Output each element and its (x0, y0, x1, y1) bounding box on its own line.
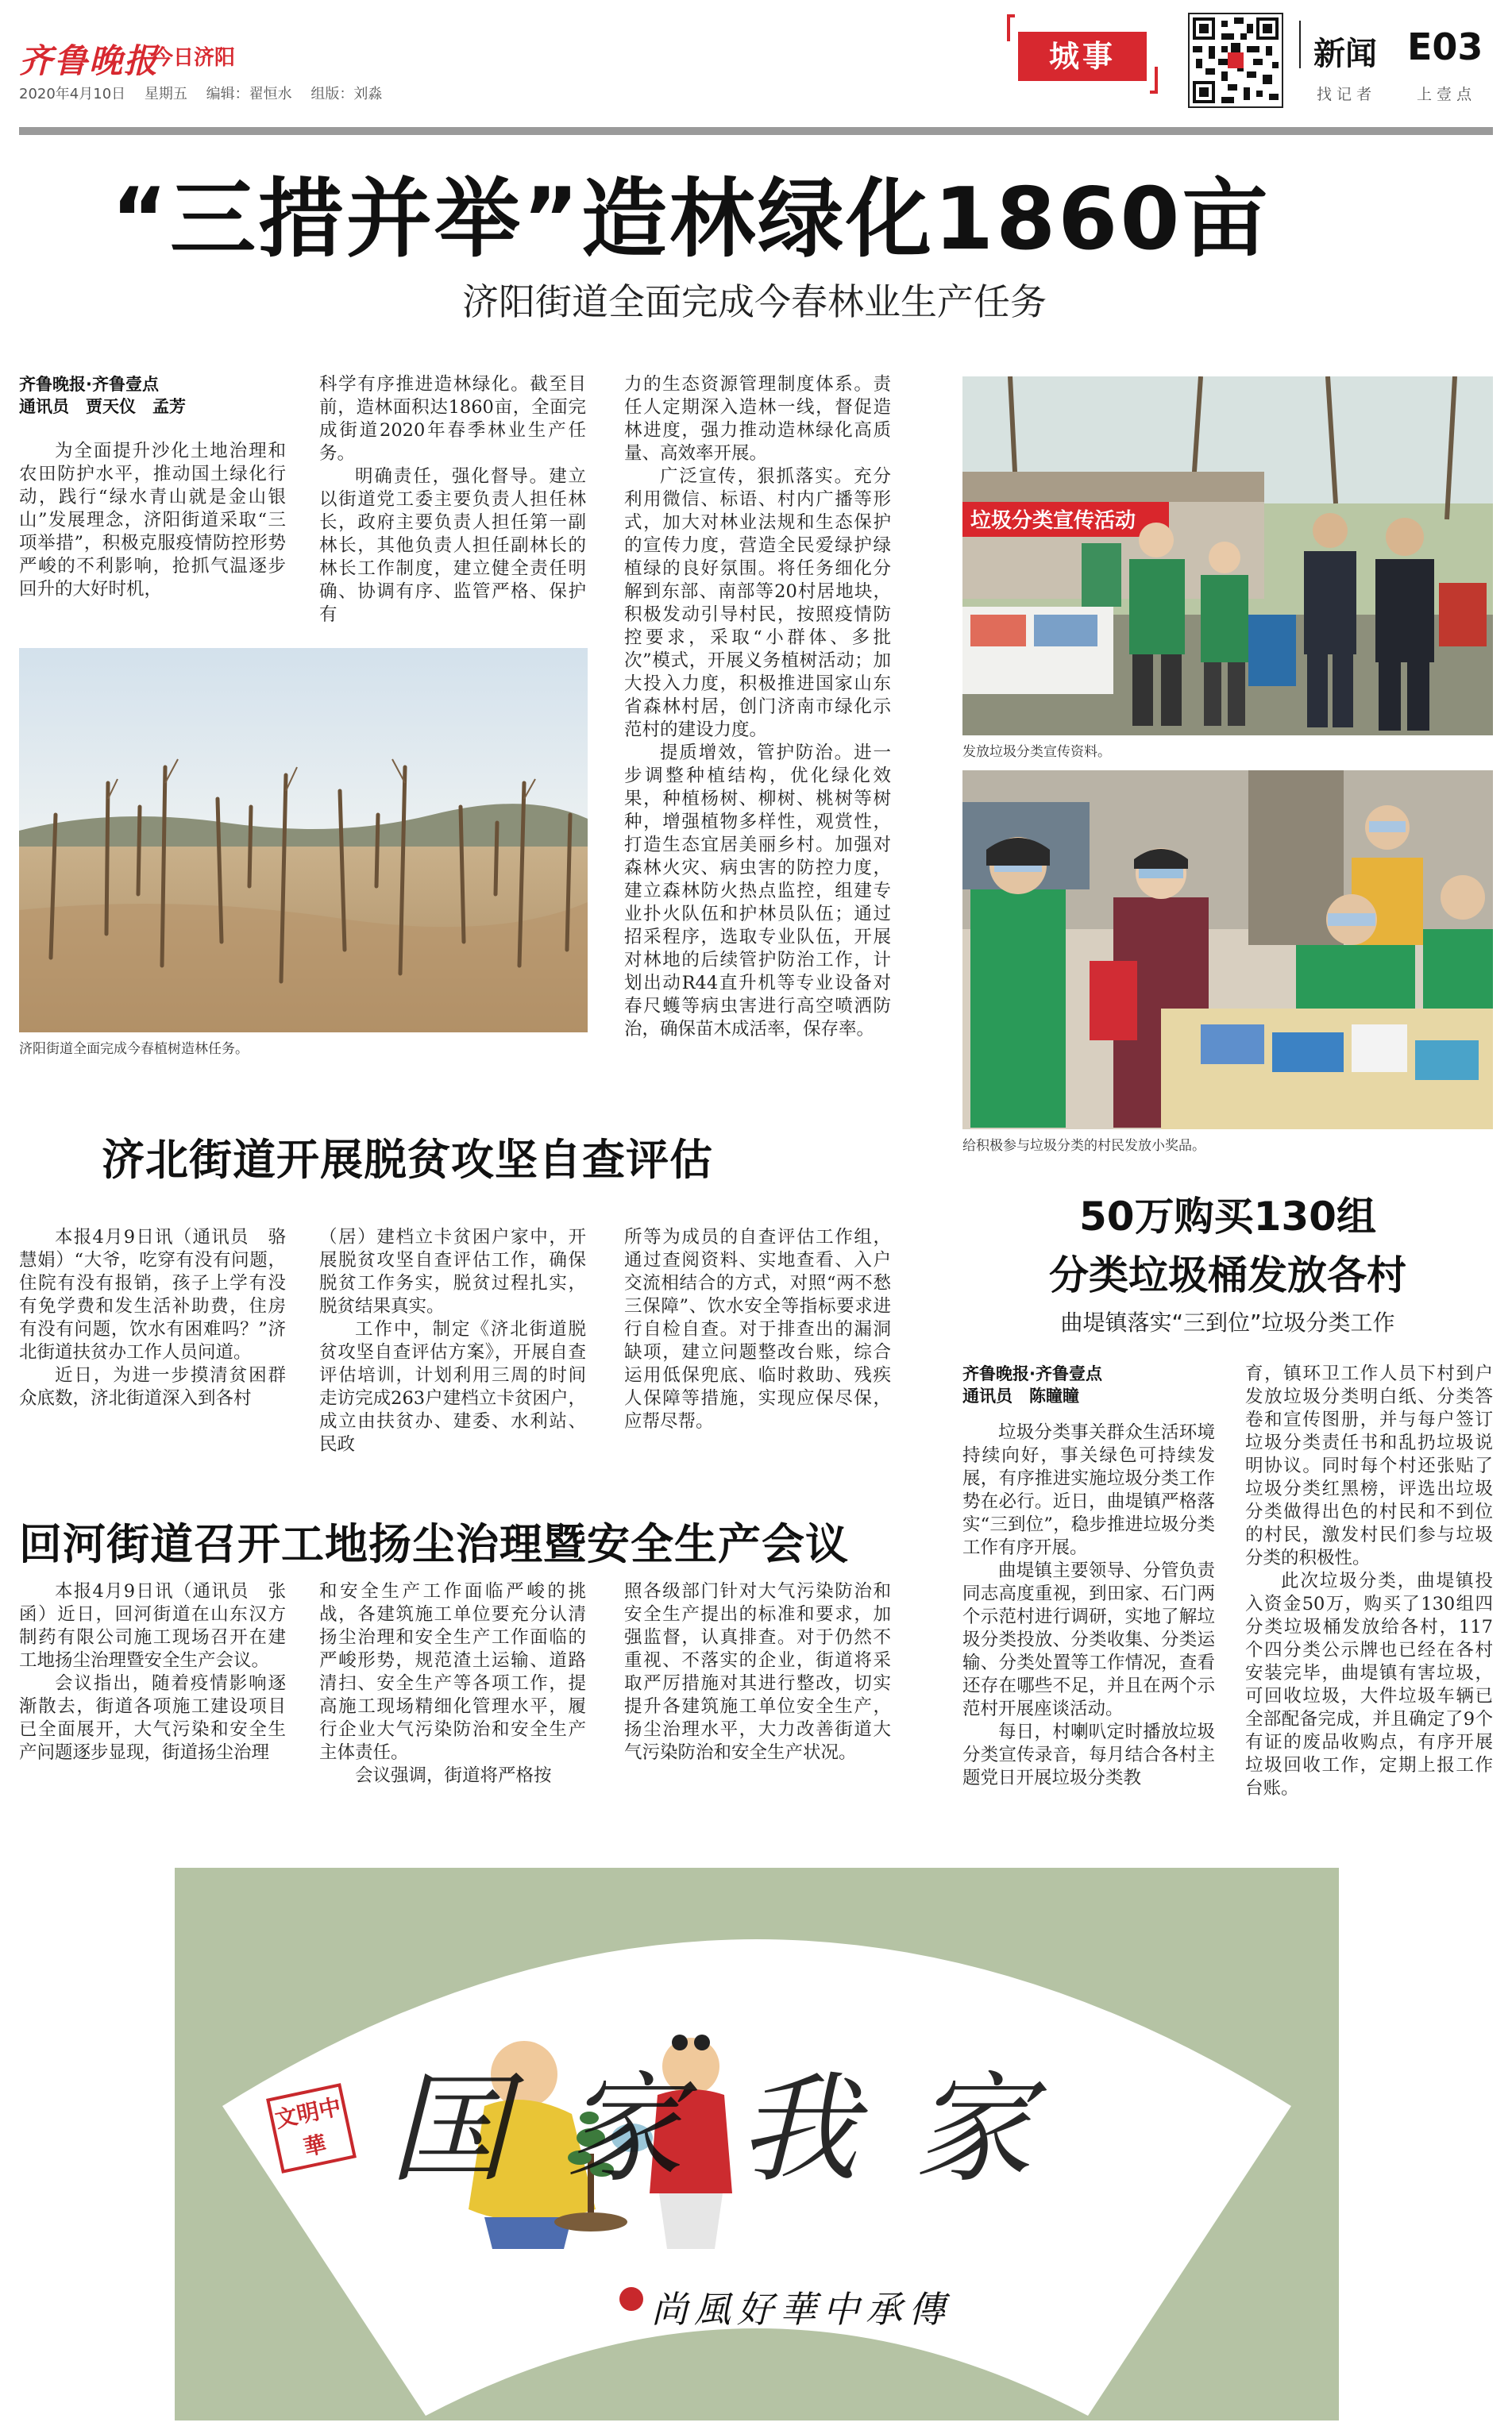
story2-paragraph: 所等为成员的自查评估工作组，通过查阅资料、实地查看、入户交流相结合的方式，对照“两不愁三保障”、饮水安全等指标要求进行自检自查。对于排查出的漏洞缺项，建立问题整改台账，综合运用低保兜底、临时救助、残疾人保障等措施，实现应保尽保，应帮尽帮。 (624, 1227, 891, 1432)
story4-paragraph: 和安全生产工作面临严峻的挑战，各建筑施工单位要充分认清扬尘治理和安全生产工作面临的严峻形势，规范渣土运输、道路清扫、安全生产等各项工作，提高施工现场精细化管理水平，履行企业大气污染防治和安全生产主体责任。 (319, 1581, 586, 1763)
publicity-photo-caption: 发放垃圾分类宣传资料。 (962, 744, 1111, 760)
seal-text: 文明中華 (272, 2093, 344, 2162)
story3-paragraph: 育，镇环卫工作人员下村到户发放垃圾分类明白纸、分类答卷和宣传图册，并与每户签订垃圾分类责任书和乱扔垃圾说明协议。同时每个村还张贴了垃圾分类红黑榜，评选出垃圾分类做得出色的村民和不到位的村民，激发村民们参与垃圾分类的积极性。 (1245, 1364, 1493, 1568)
page-number: E03 (1407, 25, 1483, 68)
story2-column-3 (624, 1226, 891, 1433)
publicity-banner-text: 垃圾分类宣传活动 (970, 509, 1136, 533)
story3-paragraph: 每日，村喇叭定时播放垃圾分类宣传录音，每月结合各村主题党日开展垃圾分类教 (962, 1722, 1215, 1788)
prize-distribution-photo (962, 770, 1493, 1129)
lead-paragraph: 提质增效，管护防治。进一步调整种植结构，优化绿化效果，种植杨树、柳树、桃树等树种，增强植物多样性，观赏性，打造生态宜居美丽乡村。加强对森林火灾、病虫害的防控力度，建立森林防火热点监控，组建专业扑火队伍和护林员队伍；通过招采程序，选取专业队伍，开展对林地的后续管护防治工作，计划出动R44直升机等专业设备对春尺蠖等病虫害进行高空喷洒防治，确保苗木成活率，保存率。 (624, 743, 891, 1040)
story4-paragraph: 本报4月9日讯（通讯员 张函）近日，回河街道在山东汉方制药有限公司施工现场召开在建工地扬尘治理暨安全生产会议。 (19, 1581, 286, 1671)
lead-column-2 (319, 373, 586, 627)
story3-column-1 (962, 1363, 1215, 1790)
qr-code-icon (1188, 13, 1283, 108)
story4-column-1 (19, 1580, 286, 1765)
lead-byline-org: 齐鲁晚报·齐鲁壹点 (19, 375, 159, 394)
section-tab (1007, 14, 1158, 94)
story2-column-2 (319, 1226, 586, 1456)
story4-column-3 (624, 1580, 891, 1765)
story4-paragraph: 照各级部门针对大气污染防治和安全生产提出的标准和要求，加强监督，认真排查。对于仍然不重视、不落实的企业，街道将采取严厉措施对其进行整改，切实提升各建筑施工单位安全生产，扬尘治理水平，大力改善街道大气污染防治和安全生产状况。 (624, 1581, 891, 1763)
editor-credit: 编辑：翟恒水 (206, 86, 292, 102)
paper-logo: 齐鲁晚报 (19, 41, 160, 80)
lead-byline-reporters: 通讯员 贾天仪 孟芳 (19, 397, 186, 416)
tree-photo-caption: 济阳街道全面完成今春植树造林任务。 (19, 1041, 249, 1057)
story3-paragraph: 曲堤镇主要领导、分管负责同志高度重视，到田家、石门两个示范村进行调研，实地了解垃圾分类投放、分类收集、分类运输、分类处置等工作情况，查看还存在哪些不足，并且在两个示范村开展座谈活动。 (962, 1560, 1215, 1719)
story4-column-2 (319, 1580, 586, 1788)
story3-paragraph: 此次垃圾分类，曲堤镇投入资金50万，购买了130组四分类垃圾桶发放给各村，117个四分类公示牌也已经在各村安装完毕，曲堤镇有害垃圾，可回收垃圾，大件垃圾车辆已全部配备完成，并且确定了9个有证的废品收购点，有序开展垃圾回收工作，定期上报工作台账。 (1245, 1571, 1493, 1799)
date-line (19, 83, 382, 103)
calligraphy-text: 国家我家 (389, 2061, 1089, 2199)
lead-column-1 (19, 373, 286, 601)
lead-paragraph: 力的生态资源管理制度体系。责任人定期深入造林一线，督促造林进度，强力推动造林绿化高质量、高效率开展。 (624, 374, 891, 464)
story2-column-1 (19, 1226, 286, 1410)
lead-paragraph: 明确责任，强化督导。建立以街道党工委主要负责人担任林长，政府主要负责人担任第一副林长，其他负责人担任副林长的林长工作制度，建立健全责任明确、协调有序、监管严格、保护有 (319, 466, 586, 625)
story4-paragraph: 会议指出，随着疫情影响逐渐散去，街道各项施工建设项目已全面展开，大气污染和安全生产问题逐步显现，街道扬尘治理 (19, 1673, 286, 1763)
slogan-left: 找 记 者 (1317, 86, 1372, 103)
story3-paragraph: 垃圾分类事关群众生活环境持续向好，事关绿色可持续发展，有序推进实施垃圾分类工作势在必行。近日，曲堤镇严格落实“三到位”，稳步推进垃圾分类工作有序开展。 (962, 1422, 1215, 1558)
story3-column-2 (1245, 1363, 1493, 1800)
edition-name: 今日济阳 (152, 46, 236, 70)
issue-date: 2020年4月10日 (19, 86, 126, 102)
story3-byline-reporter: 通讯员 陈瞳瞳 (962, 1387, 1079, 1406)
story3-subheadline: 曲堤镇落实“三到位”垃圾分类工作 (1060, 1310, 1395, 1336)
story2-paragraph: 近日，为进一步摸清贫困群众底数，济北街道深入到各村 (19, 1365, 286, 1409)
section-name: 新闻 (1313, 36, 1377, 72)
story3-headline-line2: 分类垃圾桶发放各村 (1049, 1252, 1406, 1298)
lead-subheadline: 济阳街道全面完成今春林业生产任务 (462, 280, 1047, 323)
red-dot-icon (619, 2287, 643, 2311)
prize-photo-caption: 给积极参与垃圾分类的村民发放小奖品。 (962, 1138, 1205, 1154)
story2-paragraph: 本报4月9日讯（通讯员 骆慧娟）“大爷，吃穿有没有问题，住院有没有报销，孩子上学有没有免学费和发生活补助费，住房有没有问题，饮水有困难吗？”济北街道扶贫办工作人员问道。 (19, 1227, 286, 1363)
section-label: 城事 (1018, 32, 1147, 81)
masthead (0, 0, 1512, 127)
tree-planting-photo (19, 648, 588, 1032)
waste-sorting-publicity-photo (962, 376, 1493, 735)
lead-column-3 (624, 373, 891, 1041)
masthead-rule (19, 127, 1493, 135)
slogan-right: 上 壹 点 (1417, 86, 1472, 103)
weekday: 星期五 (144, 86, 187, 102)
story2-paragraph: 工作中，制定《济北街道脱贫攻坚自查评估方案》，开展自查评估培训，计划利用三周的时间走访完成263户建档立卡贫困户，成立由扶贫办、建委、水利站、民政 (319, 1319, 586, 1455)
lead-headline: “三措并举”造林绿化1860亩 (111, 170, 1271, 269)
public-service-ad (175, 1868, 1339, 2420)
story2-paragraph: （居）建档立卡贫困户家中，开展脱贫攻坚自查评估工作，确保脱贫工作务实，脱贫过程扎实，脱贫结果真实。 (319, 1227, 586, 1317)
qr-pattern (1190, 14, 1282, 106)
story2-headline: 济北街道开展脱贫攻坚自查评估 (102, 1135, 713, 1185)
story4-headline: 回河街道召开工地扬尘治理暨安全生产会议 (19, 1519, 849, 1569)
story3-headline: 50万购买130组 (1079, 1194, 1376, 1240)
layout-credit: 组版：刘淼 (310, 86, 383, 102)
lead-paragraph: 科学有序推进造林绿化。截至目前，造林面积达1860亩，全面完成街道2020年春季林业生产任务。 (319, 374, 586, 464)
story4-paragraph: 会议强调，街道将严格按 (355, 1765, 552, 1786)
seal-stamp-icon (266, 2083, 357, 2174)
lead-paragraph: 为全面提升沙化土地治理和农田防护水平，推动国土绿化行动，践行“绿水青山就是金山银山”发展理念，济阳街道采取“三项举措”，积极克服疫情防控形势严峻的不利影响，抢抓气温逐步回升的大好时机， (19, 441, 286, 600)
lead-paragraph: 广泛宣传，狠抓落实。充分利用微信、标语、村内广播等形式，加大对林业法规和生态保护的宣传力度，营造全民爱绿护绿植绿的良好氛围。将任务细化分解到东部、南部等20村居地块，积极发动引导村民，按照疫情防控要求，采取“小群体、多批次”模式，开展义务植树活动；加大投入力度，积极推进国家山东省森林村居，创门济南市绿化示范村的建设力度。 (624, 466, 891, 740)
story3-byline-org: 齐鲁晚报·齐鲁壹点 (962, 1364, 1102, 1383)
ad-slogan: 尚風好華中承傳 (651, 2288, 951, 2331)
